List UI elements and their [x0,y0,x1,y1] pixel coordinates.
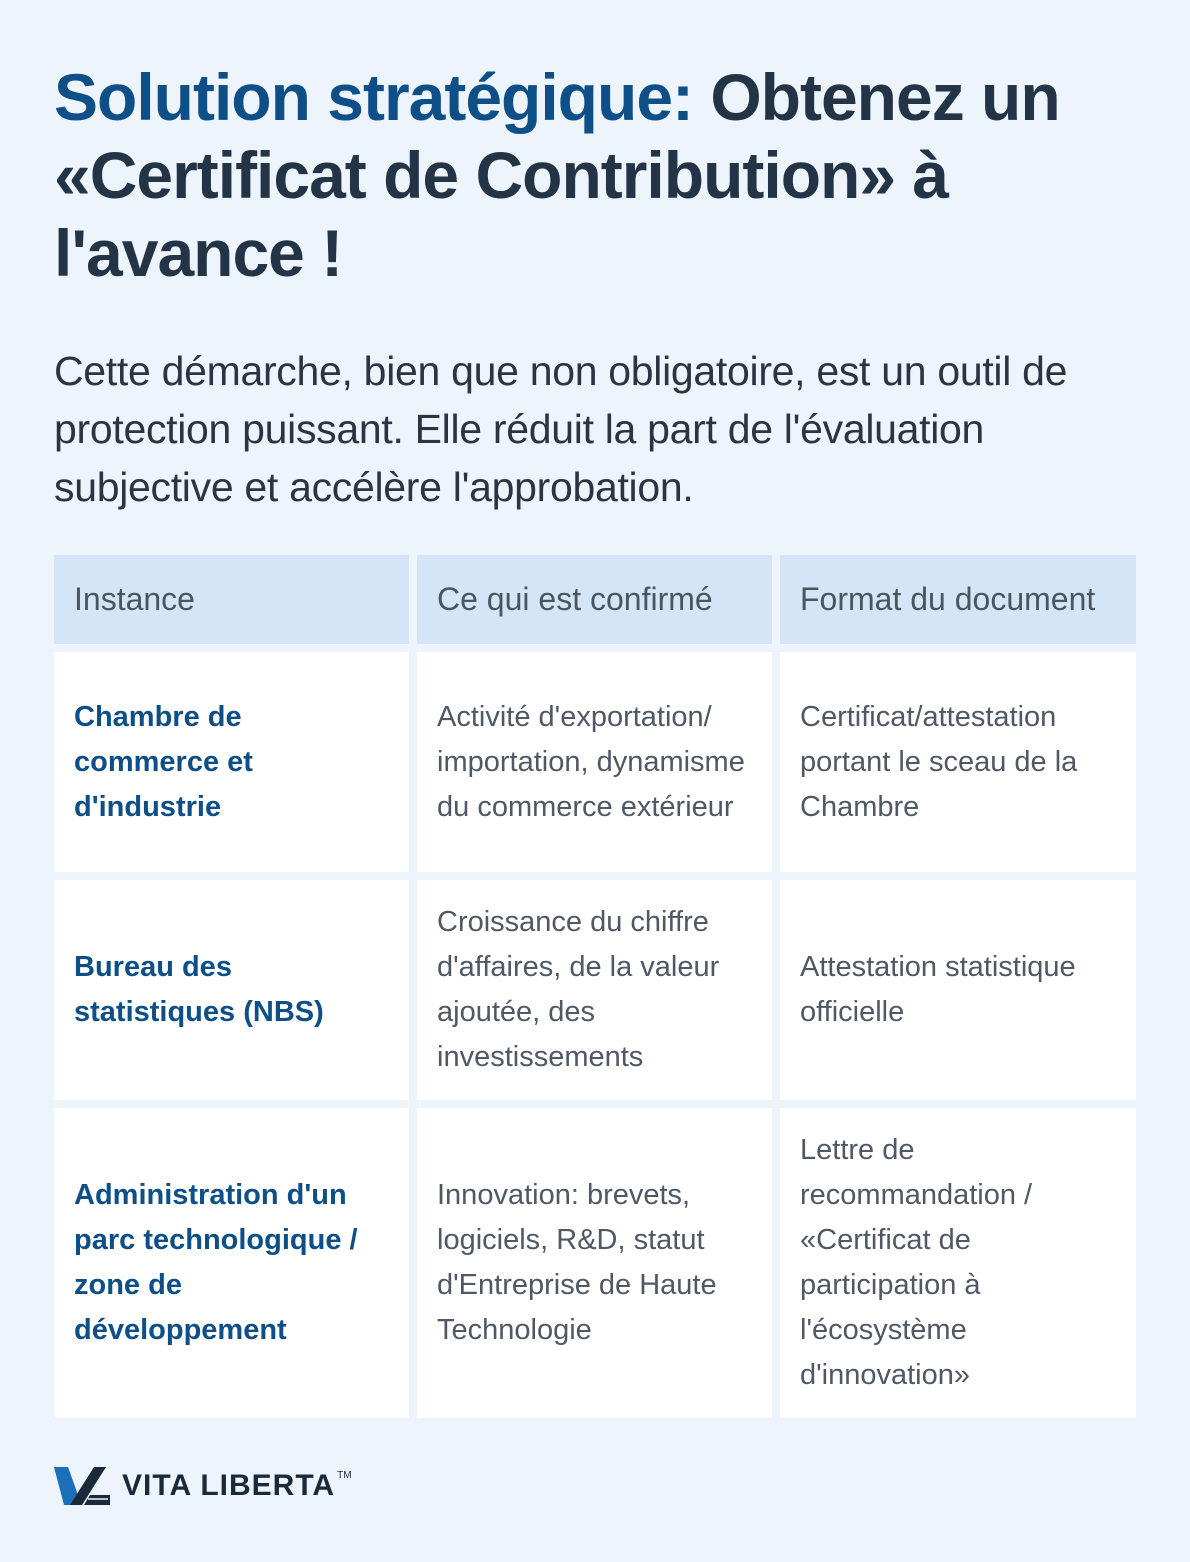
cell-instance-techpark: Administration d'un parc technologique / zone de développement [54,1108,409,1418]
cell-confirmed-techpark: Innovation: brevets, logiciels, R&D, statut d'Entreprise de Haute Technologie [417,1108,772,1418]
title-rest: Obtenez un «Certificat de Contribution» à l'avance ! [54,60,1060,290]
vita-liberta-logo-icon [54,1465,110,1507]
page-content [54,58,1136,1391]
cell-format-techpark: Lettre de recommandation / «Certificat de participation à l'écosystème d'innovation» [780,1108,1136,1418]
comparison-table [54,555,1136,1418]
intro-paragraph: Cette démarche, bien que non obligatoire, est un outil de protection puissant. Elle réduit la part de l'évaluation subjective et accélère l'approbation. [54,348,1068,510]
cell-format-nbs: Attestation statistique officielle [780,880,1136,1100]
brand-name: VITA LIBERTA [122,1469,336,1502]
page-title [54,58,1136,292]
trademark-symbol: TM [337,1469,352,1481]
cell-confirmed-nbs: Croissance du chiffre d'affaires, de la valeur ajoutée, des investissements [417,880,772,1100]
cell-confirmed-chamber: Activité d'exportation/ importation, dynamisme du commerce extérieur [417,652,772,872]
cell-instance-chamber: Chambre de commerce et d'industrie [54,652,409,872]
title-accent: Solution stratégique: [54,60,693,134]
header-confirmed: Ce qui est confirmé [417,555,772,644]
brand-footer [54,1465,352,1507]
header-format: Format du document [780,555,1136,644]
header-instance: Instance [54,555,409,644]
cell-instance-nbs: Bureau des statistiques (NBS) [54,880,409,1100]
cell-format-chamber: Certificat/attestation portant le sceau de la Chambre [780,652,1136,872]
